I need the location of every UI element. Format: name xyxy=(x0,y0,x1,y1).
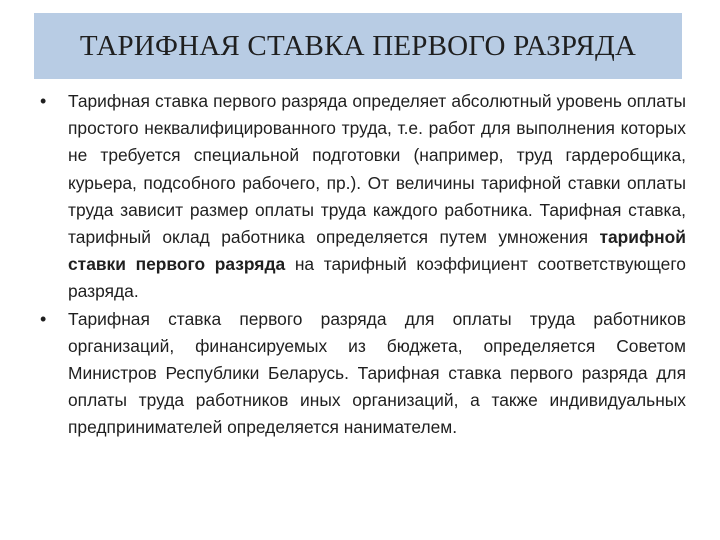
bullet-1-text-start: Тарифная ставка первого разряда определяет абсолютный уровень оплаты простого неквалифицированного труда, т.е. работ для выполнения которых не требуется специальной подготовки (например, труд гардеробщика, курьера, подсобного рабочего, пр.). От величины тарифной ставки оплаты труда зависит размер оплаты труда каждого работника. Тарифная ставка, тарифный оклад работника определяется путем умножения xyxy=(68,91,686,248)
title-banner xyxy=(34,13,682,79)
bullet-item-1 xyxy=(34,88,686,306)
bullet-icon: • xyxy=(40,308,47,329)
slide-title: ТАРИФНАЯ СТАВКА ПЕРВОГО РАЗРЯДА xyxy=(79,29,637,62)
bullet-1-text-end: на тарифный коэффициент соответствующего разряда. xyxy=(68,254,686,302)
bullet-item-2 xyxy=(34,306,686,442)
bullet-icon: • xyxy=(40,91,47,111)
bullet-text-2: Тарифная ставка первого разряда для оплаты труда работников организаций, финансируемых из бюджета, определяется Советом Министров Республики Беларусь. Тарифная ставка первого разряда для оплаты труда работников иных организаций, а также индивидуальных предпринимателей определяется нанимателем. xyxy=(68,308,686,438)
bullet-list xyxy=(34,88,686,442)
bullet-text-1 xyxy=(68,88,686,306)
bullet-1-bold-term: тарифной ставки первого разряда xyxy=(68,227,686,275)
